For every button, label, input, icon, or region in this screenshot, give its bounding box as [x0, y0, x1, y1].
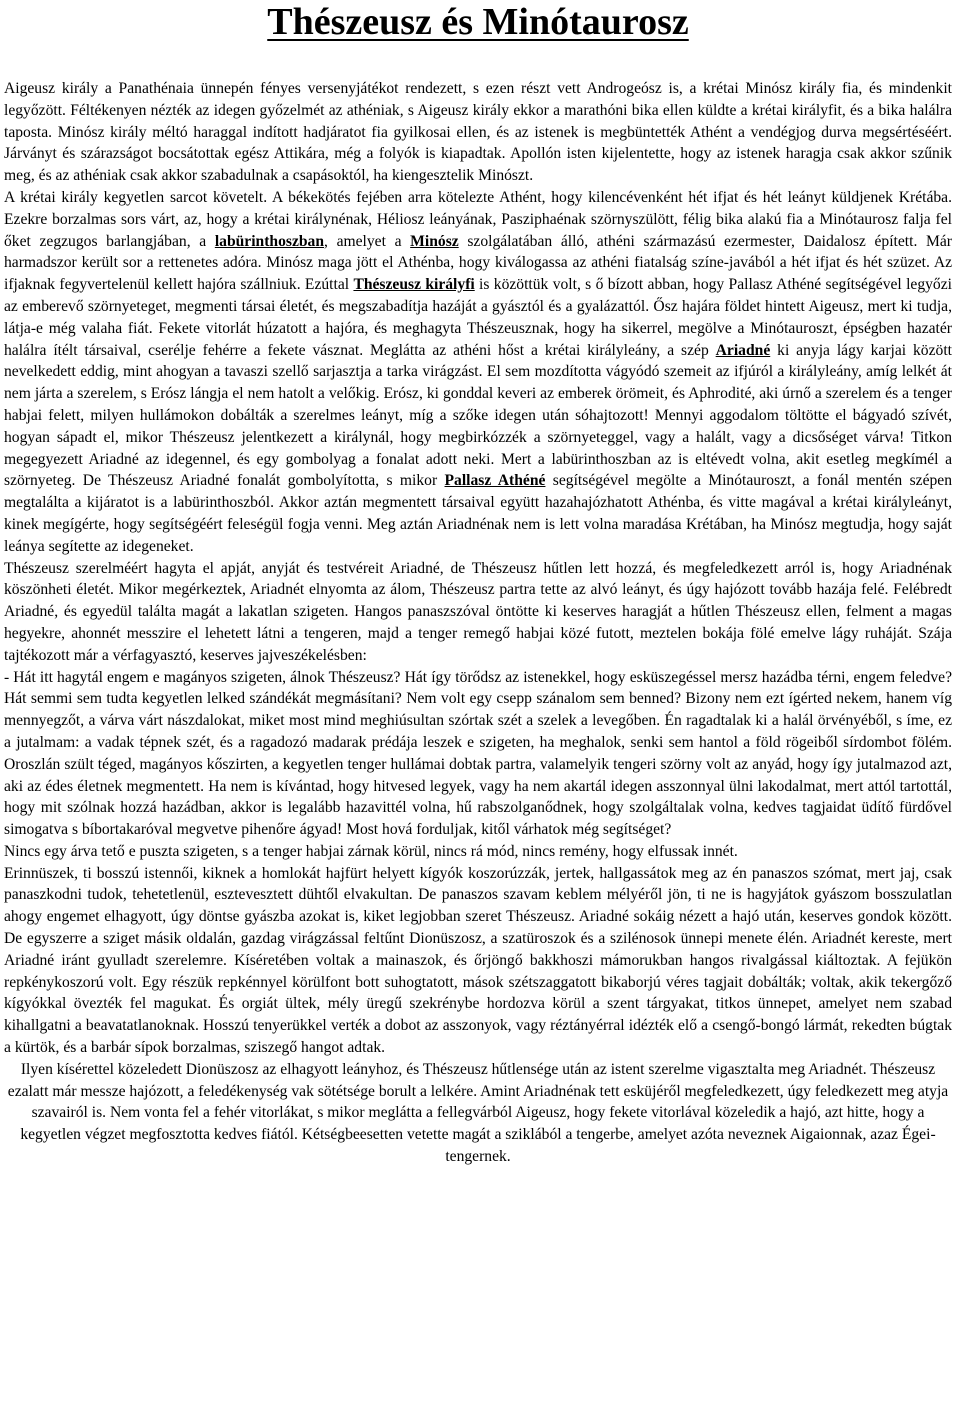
link-theszeusz[interactable]: Thészeusz királyfi — [353, 276, 475, 294]
story-paragraph — [4, 187, 952, 558]
closing-paragraph: Ilyen kísérettel közeledett Dionüszosz az elhagyott leányhoz, és Thészeusz hűtlensége után az istent szerelme vigasztalta meg Ariadnét. Thészeusz ezalatt már messze hajózott, a feledékenység vak sötétsége borult a lelkére. Amint Ariadnénak tett esküjéről megfeledkezett, úgy feledkezett meg atyja szavairól is. Nem vonta fel a fehér vitorlákat, s mikor meglátta a fellegvárból Aigeusz, hogy fekete vitorlával közeledik a hajó, azt hitte, hogy a kegyetlen végzet megfosztotta kedves fiától. Kétségbeesetten vetette magát a sziklából a tengerbe, amelyet azóta neveznek Aigaionnak, azaz Égei-tengernek. — [7, 1060, 949, 1166]
story-paragraph — [4, 78, 952, 187]
paragraph-text: segítségével megölte a Minótauroszt, a fonál mentén szépen megtalálta a kijáratot is a labürinthoszból. Akkor aztán megmentett társaival együtt hazahajózhatott Athénba, és vitte magával a krétai királyleányt, kinek megígérte, hogy segítségéért feleségül fogja venni. Meg aztán Ariadnénak nem is lett volna maradása Krétában, ha Minósz megtudja, hogy saját leánya segítette az idegeneket. — [4, 472, 953, 555]
paragraph-text: , amelyet a — [324, 232, 411, 250]
story-paragraph — [4, 863, 952, 1059]
paragraph-text: ki anyja lágy karjai között nevelkedett eddig, mint ahogyan a tavaszi szellő sarjasztja a tarka virágzást. El sem mozdította vágyódó szemeit az ifjúról a királyleány, amíg lelkét át nem járta a szerelem, s Erósz lángja el nem hatolt a velőkig. Erósz, ki gonddal keveri az emberek örömeit, és Aphrodité, aki úrnő a szerelem és a tenger habjai felett, milyen hullámokon dobálták a szerelmes leányt, míg a szőke idegen után sóhajtozott! Mennyi aggodalom töltötte el bágyadó szívét, hogyan sápadt el, mikor Thészeusz jelentkezett a királynál, hogy megbirkózzék a szörnyeteggel, vagy a halált, vagy a dicsőséget várva! Titkon megegyezett Ariadné az idegennel, és egy gombolyag a fonalat adott neki. Mert a labürinthoszban az is eltévedt volna, akit esetleg megkímél a szörnyeteg. De Thészeusz Ariadné fonalát gombolyította, s mikor — [4, 341, 952, 490]
story-paragraph — [4, 841, 952, 863]
paragraph-text: A krétai király kegyetlen sarcot követelt. A békekötés fejében arra kötelezte Athént, hogy kilencévenként hét ifjat és hét leányt küldjenek Krétába. Ezekre borzalmas sors várt, az, hogy a krétai királynénak, Héliosz leányának, Pasziphaénak szörnyszülött, félig bika alakú fia a Minótaurosz falja fel őket zegzugos barlangjában, a — [4, 188, 952, 250]
story-body — [4, 78, 952, 1059]
paragraph-text: Aigeusz király a Panathénaia ünnepén fényes versenyjátékot rendezett, s ezen részt vett Androgeósz is, a krétai Minósz király fia, és mindenkit legyőzött. Féltékenyen nézték az idegen győzelmét az athéniak, s Aigeusz király ekkor a marathóni bika ellen küldte a krétai királyfit, és a bika halálra taposta. Minósz király méltó haraggal indított hadjáratot fia gyilkosai ellen, és az istenek is megbüntették Athént a vendégjog durva megsértéséért. Járványt és szárazságot bocsátottak egész Attikára, még a folyók is kiapadtak. Apollón isten kijelentette, hogy az istenek haragja csak akkor szűnik meg, és az athéniak csak akkor szabadulnak a csapásoktól, ha kiengesztelik Minószt. — [4, 80, 952, 185]
paragraph-text: Thészeusz szerelméért hagyta el apját, anyját és testvéreit Ariadné, de Thészeusz hűtlen lett hozzá, és megfeledkezett arról is, hogy Ariadnénak köszönheti életét. Mikor megérkeztek, Ariadnét elnyomta az álom, Thészeusz partra tette az alvó leányt, és úgy hajózott tovább hazája felé. Felébredt Ariadné, és egyedül találta magát a lakatlan szigeten. Hangos panaszszóval öntötte ki keserves haragját a hűtlen Thészeusz ellen, felment a magas hegyekre, ahonnét messzire el lehetett látni a tengeren, majd a tenger remegő habjai közé futott, meztelen bokája fölé emelve lágy ruháját. Szája tajtékozott már a vérfagyasztó, keserves jajveszékelésben: — [4, 559, 952, 664]
paragraph-text: Erinnüszek, ti bosszú istennői, kiknek a homlokát hajfürt helyett kígyók koszorúzzák, jertek, hallgassátok meg az én panaszos szómat, mert jaj, csak panaszkodni tudok, tehetetlenül, esztevesztett dühtől elvakultan. De panaszos szavam keblem mélyéről jön, ti ne is hagyjátok gyászom bosszulatlan ahogy engemet elhagyott, úgy döntse gyászba azokat is, kiket legjobban szeret Thészeusz. Ariadné sokáig nézett a hajó után, keserves gondok között. De egyszerre a sziget másik oldalán, gazdag virágzással feltűnt Dionüszosz, a szatüroszok és a szilénosok ünnepi menete élén. Ariadnét kereste, mert Ariadné iránt gyulladt szerelemre. Kíséretében voltak a mainaszok, és őrjöngő bakkhoszi mámorukban hangos rivalgással kiáltoztak. A fejükön repkénykoszorú volt. Egy részük repkénnyel körülfont bott suhogtatott, mások szétszaggatott bikaborjú véres tagjait dobálták; voltak, akik tekergőző kígyókkal övezték fel magukat. És orgiát ültek, mély üregű szekrénybe hordozva körül a szent tárgyakat, titkos ünnepet, amelyet nem szabad kihallgatni a beavatatlanoknak. Hosszú tenyerükkel verték a dobot az asszonyok, vagy réztányérral idézték elő a csengő-bongó lármát, rekedten búgtak a kürtök, és a barbár sípok borzalmas, sziszegő hangot adtak. — [4, 864, 952, 1057]
page-title: Thészeusz és Minótaurosz — [267, 1, 689, 43]
link-laburinthosz[interactable]: labürinthoszban — [214, 232, 325, 250]
paragraph-text: is közöttük volt, s ő bízott abban, hogy Pallasz Athéné segítségével legyőzi az emberevő szörnyeteget, megmenti társai életét, és megszabadítja hazáját a gyásztól és a gyalázattól. Ősz hajára földet hintett Aigeusz, mert ki tudja, látja-e még valaha fiát. Fekete vitorlát húzatott a hajóra, és meghagyta Thészeusznak, hogy ha sikerrel, megölve a Minótauroszt, épségben hazatér halálra ítélt társaival, cserélje fehérre a fekete vásznat. Meglátta az athéni hőst a krétai királyleány, a szép — [4, 276, 952, 359]
paragraph-text: Nincs egy árva tető e puszta szigeten, s a tenger habjai zárnak körül, nincs rá mód, nincs remény, hogy elfussak innét. — [4, 842, 738, 860]
paragraph-text: - Hát itt hagytál engem e magányos szigeten, álnok Thészeusz? Hát így törődsz az istenekkel, hogy esküszegéssel mersz hazádba térni, engem feledve? Hát semmi sem tudta kegyetlen lelked szándékát megmásítani? Nem volt egy csepp szánalom sem benned? Bizony nem ezt ígérted nekem, hanem víg mennyegzőt, a várva várt nászdalokat, miket most mind meghiúsultan szórtak szét a szelek a levegőben. Én ragadtalak ki a halál örvényéből, s íme, ez a jutalmam: a vadak tépnek szét, és a ragadozó madarak prédája leszek e szigeten, ha meghalok, senki sem hantol a föld rögeiből sírdombot fölém. Oroszlán szült téged, magányos kőszirten, a kegyetlen tenger hullámai dobtak partra, valamelyik tengeri szörny volt az anyád, hogy így jutalmazod azt, aki az édes életnek megmentett. Ha nem is kívántad, hogy hitvesed legyek, vagy ha nem akartál idegen asszonnyal ülni lakodalmat, mert attól tartottál, hogy mit szólnak hozzá hazádban, akkor is legalább hazavittél volna, hű rabszolganődnek, hogy szolgáltalak volna, kedves tagjaidat üdítő fürdővel simogatva s bíbortakaróval megvetve pihenőre ágyad! Most hová forduljak, kitől várhatok még segítséget? — [4, 668, 952, 839]
link-pallasz-athene[interactable]: Pallasz Athéné — [444, 472, 546, 490]
link-minosz[interactable]: Minósz — [410, 232, 459, 250]
paragraph-text: szolgálatában álló, athéni származású ezermester, Daidalosz épített. Már harmadszor került sor a rettenetes adóra. Minósz maga jött el Athénba, hogy kiválogassa az athéni fiatalság színe-javából a hét ifjat és hét szüzet. Az ifjaknak fegyvertelenül kellett hajóra szállniuk. Ezúttal — [4, 232, 952, 294]
story-paragraph — [4, 558, 952, 667]
story-paragraph — [4, 667, 952, 841]
link-ariadne[interactable]: Ariadné — [715, 341, 771, 359]
